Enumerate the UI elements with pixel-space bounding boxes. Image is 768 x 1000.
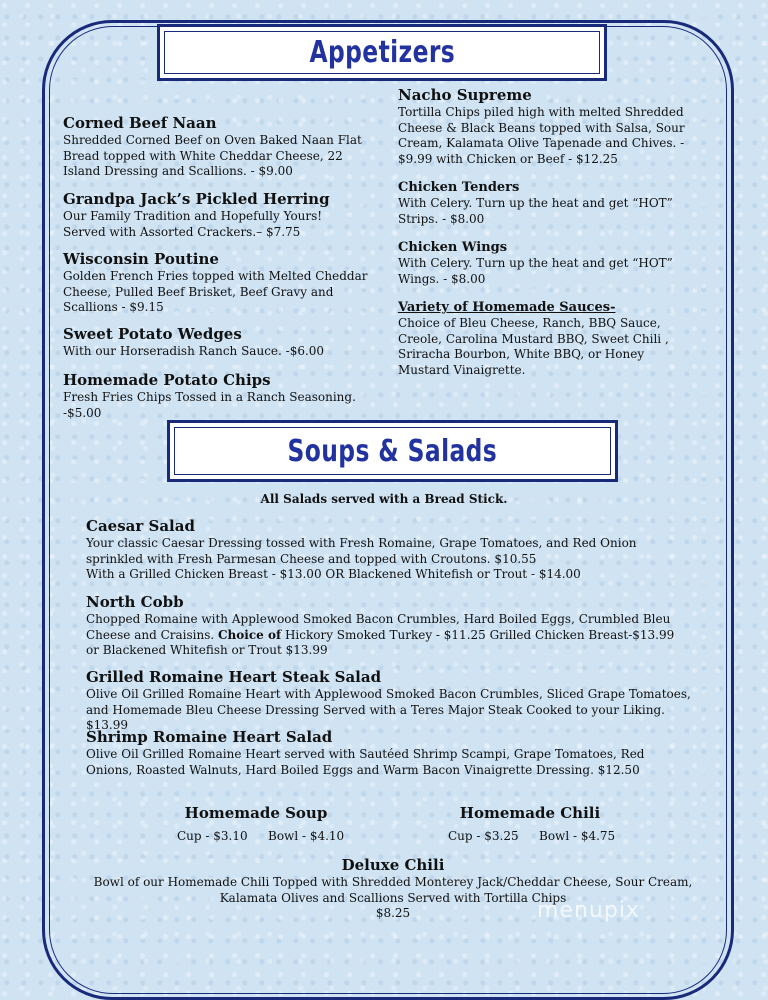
- soups-salads-title: Soups & Salads: [287, 433, 498, 469]
- item-name: Homemade Soup: [184, 804, 328, 822]
- chili-cup-price: Cup - $3.25: [448, 829, 519, 843]
- item-name: Grilled Romaine Heart Steak Salad: [86, 668, 382, 686]
- item-name: Variety of Homemade Sauces-: [398, 300, 616, 315]
- item-desc: With our Horseradish Ranch Sauce. -$6.00: [63, 344, 325, 358]
- item-desc: Golden French Fries topped with Melted Cheddar Cheese, Pulled Beef Brisket, Beef Gravy and Scallions - $9.15: [63, 269, 368, 314]
- item-name: Sweet Potato Wedges: [63, 325, 242, 343]
- menu-item-pickled-herring: [63, 190, 373, 240]
- item-desc-2: With a Grilled Chicken Breast - $13.00 OR Blackened Whitefish or Trout - $14.00: [86, 567, 581, 581]
- item-price: $8.25: [375, 906, 411, 920]
- item-desc-2: Served with Assorted Crackers.– $7.75: [63, 224, 301, 239]
- soup-bowl-price: Bowl - $4.10: [268, 829, 345, 843]
- item-name: Homemade Chili: [459, 804, 601, 822]
- menu-item-homemade-soup: [166, 804, 346, 823]
- item-name: Shrimp Romaine Heart Salad: [86, 728, 333, 746]
- item-name: Chicken Tenders: [398, 180, 520, 195]
- menu-item-corned-beef-naan: [63, 114, 373, 180]
- item-desc: Shredded Corned Beef on Oven Baked Naan Flat Bread topped with White Cheddar Cheese, 22 Island Dressing and Scallions. - $9.00: [63, 133, 362, 178]
- item-desc: Olive Oil Grilled Romaine Heart with Applewood Smoked Bacon Crumbles, Sliced Grape Tomatoes, and Homemade Bleu Cheese Dressing Served with a Teres Major Steak Cooked to your Liking. $13.99: [86, 687, 691, 732]
- appetizers-header: [157, 24, 607, 81]
- item-desc: Fresh Fries Chips Tossed in a Ranch Seasoning. -$5.00: [63, 390, 356, 420]
- item-desc: Olive Oil Grilled Romaine Heart served with Sautéed Shrimp Scampi, Grape Tomatoes, Red Onions, Roasted Walnuts, Hard Boiled Eggs and Warm Bacon Vinaigrette Dressing. $12.50: [86, 747, 645, 777]
- menu-item-chicken-tenders: [398, 179, 698, 227]
- watermark: menupix: [537, 898, 640, 923]
- menu-item-nacho-supreme: [398, 86, 698, 167]
- menu-item-romaine-steak-salad: [86, 668, 691, 734]
- item-desc: Choice of Bleu Cheese, Ranch, BBQ Sauce, Creole, Carolina Mustard BBQ, Sweet Chili , Sriracha Bourbon, White BBQ, or Honey Mustard Vinaigrette.: [398, 316, 669, 377]
- item-desc: With Celery. Turn up the heat and get “HOT” Strips. - $8.00: [398, 196, 673, 226]
- menu-item-caesar-salad: [86, 517, 691, 583]
- item-name: Grandpa Jack’s Pickled Herring: [63, 190, 330, 208]
- item-desc-b: Hickory Smoked Turkey - $11.25 Grilled Chicken Breast-$13.99 or Blackened Whitefish or Trout $13.99: [86, 627, 675, 657]
- item-desc: With Celery. Turn up the heat and get “HOT” Wings. - $8.00: [398, 256, 673, 286]
- item-desc: Bowl of our Homemade Chili Topped with Shredded Monterey Jack/Cheddar Cheese, Sour Cream, Kalamata Olives and Scallions Served with Tortilla Chips: [93, 875, 693, 905]
- item-name: Corned Beef Naan: [63, 114, 217, 132]
- item-name: Deluxe Chili: [341, 856, 445, 874]
- soups-salads-header: [167, 420, 618, 482]
- item-name: Caesar Salad: [86, 517, 195, 535]
- salads-note: All Salads served with a Bread Stick.: [260, 492, 508, 506]
- menu-item-north-cobb: [86, 593, 691, 659]
- item-desc: [86, 612, 691, 659]
- menu-item-wisconsin-poutine: [63, 250, 373, 316]
- menu-item-homemade-chili: [440, 804, 620, 823]
- appetizers-title: Appetizers: [309, 35, 455, 70]
- soup-cup-price: Cup - $3.10: [177, 829, 248, 843]
- item-name: Wisconsin Poutine: [63, 250, 219, 268]
- item-desc: Tortilla Chips piled high with melted Shredded Cheese & Black Beans topped with Salsa, Sour Cream, Kalamata Olive Tapenade and Chives. - $9.99 with Chicken or Beef - $12.25: [398, 105, 685, 166]
- menu-item-sweet-potato-wedges: [63, 325, 373, 360]
- item-name: Chicken Wings: [398, 240, 508, 255]
- menu-item-chicken-wings: [398, 239, 698, 287]
- item-name: North Cobb: [86, 593, 184, 611]
- chili-bowl-price: Bowl - $4.75: [539, 829, 616, 843]
- item-desc: Our Family Tradition and Hopefully Yours!: [63, 209, 323, 223]
- menu-item-homemade-sauces: [398, 299, 698, 378]
- choice-of-label: Choice of: [218, 627, 282, 642]
- item-name: Nacho Supreme: [398, 86, 532, 104]
- item-name: Homemade Potato Chips: [63, 371, 271, 389]
- menu-item-shrimp-romaine-salad: [86, 728, 691, 778]
- menu-item-potato-chips: [63, 371, 383, 421]
- item-desc: Your classic Caesar Dressing tossed with Fresh Romaine, Grape Tomatoes, and Red Onion sprinkled with Fresh Parmesan Cheese and topped with Croutons. $10.55: [86, 536, 637, 566]
- item-desc-a: Chopped Romaine with Applewood Smoked Bacon Crumbles, Hard Boiled Eggs, Crumbled Bleu Cheese and Craisins.: [86, 612, 671, 642]
